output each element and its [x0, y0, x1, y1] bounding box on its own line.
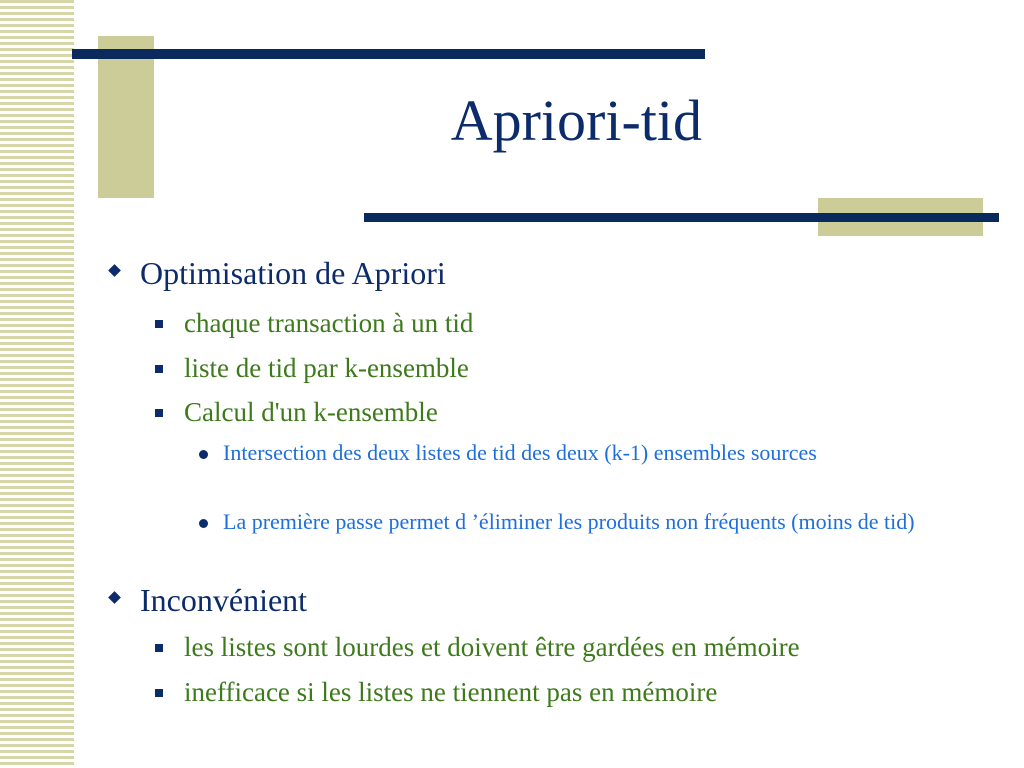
square-bullet-icon [155, 409, 163, 417]
sub-bullet-inefficace [155, 675, 717, 709]
circle-bullet-icon [199, 519, 208, 528]
circle-bullet-icon [199, 450, 208, 459]
diamond-bullet-icon [108, 591, 122, 605]
sub-bullet-text: les listes sont lourdes et doivent être gardées en mémoire [184, 632, 800, 662]
square-bullet-icon [155, 320, 163, 328]
sub-bullet-text: liste de tid par k-ensemble [184, 353, 469, 383]
sub-bullet-calcul [155, 395, 438, 429]
bullet-text: Optimisation de Apriori [140, 255, 446, 291]
sub-sub-bullet-text: Intersection des deux listes de tid des deux (k-1) ensembles sources [223, 440, 817, 465]
bullet-optimisation [108, 254, 446, 292]
sub-sub-bullet-intersection [199, 438, 939, 468]
square-bullet-icon [155, 689, 163, 697]
sub-sub-bullet-text: La première passe permet d ’éliminer les produits non fréquents (moins de tid) [223, 509, 915, 534]
sub-bullet-text: chaque transaction à un tid [184, 308, 474, 338]
square-bullet-icon [155, 365, 163, 373]
sub-bullet-text: inefficace si les listes ne tiennent pas en mémoire [184, 677, 718, 707]
bullet-inconvenient [108, 581, 307, 619]
sub-bullet-transaction [155, 306, 473, 340]
slide-title: Apriori-tid [450, 88, 702, 153]
bullet-text: Inconvénient [140, 582, 308, 618]
sub-sub-bullet-premiere-passe [199, 507, 939, 537]
sub-bullet-lourdes [155, 630, 800, 664]
square-bullet-icon [155, 644, 163, 652]
sub-bullet-liste [155, 351, 469, 385]
sub-bullet-text: Calcul d'un k-ensemble [184, 397, 438, 427]
diamond-bullet-icon [108, 264, 122, 278]
